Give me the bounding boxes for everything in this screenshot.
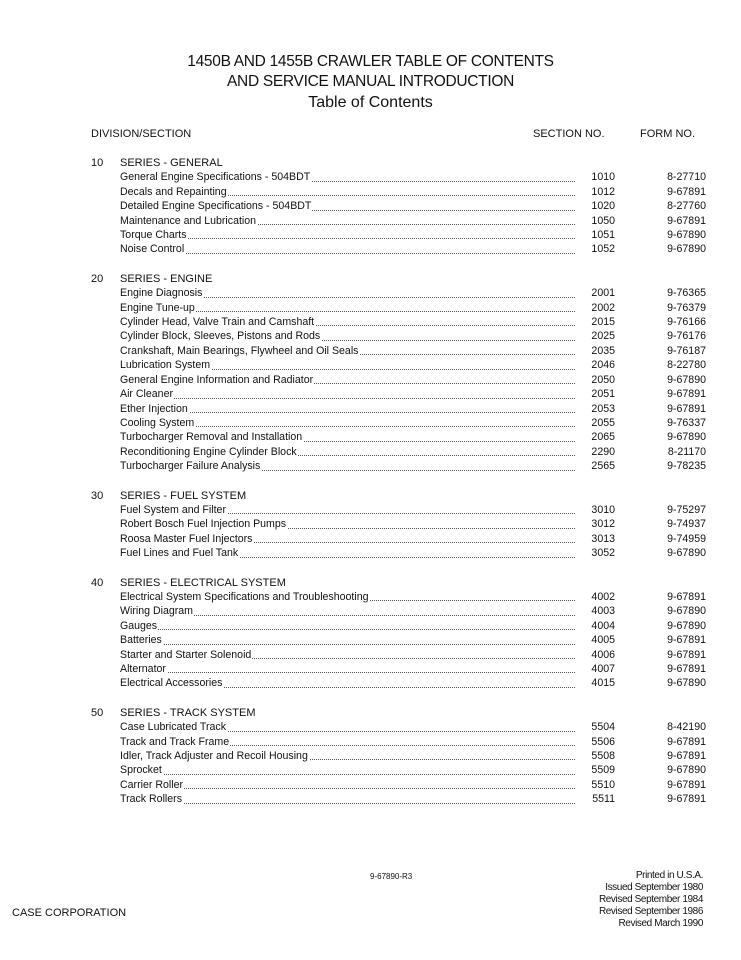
toc-entry	[91, 387, 711, 401]
entry-title-text: Electrical System Specifications and Troubleshooting	[120, 590, 369, 603]
toc-entry	[91, 619, 711, 633]
entry-form-number: 9-67891	[667, 793, 706, 806]
entry-section-number: 4005	[591, 634, 615, 647]
entry-title	[120, 778, 575, 792]
entry-title-text: Decals and Repainting	[120, 185, 227, 198]
division-header	[91, 706, 711, 720]
entry-section-number: 4006	[591, 648, 615, 661]
entry-title	[120, 228, 575, 242]
division-header	[91, 272, 711, 286]
entry-section-number: 1052	[591, 243, 615, 256]
entry-title-text: Crankshaft, Main Bearings, Flywheel and Oil Seals	[120, 344, 359, 357]
entry-section-number: 2025	[591, 330, 615, 343]
entry-title	[120, 590, 575, 604]
entry-section-number: 5510	[591, 778, 615, 791]
entry-title	[120, 459, 575, 473]
entry-title-text: Engine Tune-up	[120, 301, 195, 314]
entry-section-number: 3052	[591, 547, 615, 560]
toc-entry	[91, 633, 711, 647]
entry-title	[120, 358, 575, 372]
entry-title-text: Robert Bosch Fuel Injection Pumps	[120, 518, 287, 531]
toc-entry	[91, 735, 711, 749]
entry-section-number: 4004	[591, 619, 615, 632]
entry-title-text: Cooling System	[120, 416, 195, 429]
entry-title-text: Air Cleaner	[120, 388, 173, 401]
division-header	[91, 489, 711, 503]
toc-entry	[91, 170, 711, 184]
toc-entry	[91, 676, 711, 690]
division-number: 50	[91, 706, 104, 719]
entry-title	[120, 662, 575, 676]
entry-title-text: Maintenance and Lubrication	[120, 214, 257, 227]
column-header-section-no: SECTION NO.	[533, 128, 605, 140]
entry-title-text: Fuel Lines and Fuel Tank	[120, 547, 239, 560]
entry-form-number: 9-75297	[667, 503, 706, 516]
entry-section-number: 5508	[591, 750, 615, 763]
entry-section-number: 5504	[591, 721, 615, 734]
entry-section-number: 3010	[591, 503, 615, 516]
entry-title	[120, 720, 575, 734]
entry-form-number: 8-21170	[667, 445, 706, 458]
entry-form-number: 9-67890	[667, 243, 706, 256]
entry-section-number: 2065	[591, 431, 615, 444]
entry-title	[120, 170, 575, 184]
entry-title	[120, 633, 575, 647]
entry-title	[120, 242, 575, 256]
entry-title	[120, 214, 575, 228]
entry-form-number: 8-27710	[667, 171, 706, 184]
division-section	[91, 156, 711, 257]
entry-title-text: Starter and Starter Solenoid	[120, 648, 252, 661]
division-title: SERIES - FUEL SYSTEM	[120, 489, 247, 502]
footer-issued: Issued September 1980	[605, 882, 703, 893]
entry-title	[120, 416, 575, 430]
entry-form-number: 9-67891	[667, 750, 706, 763]
toc-entry	[91, 214, 711, 228]
dot-leader	[120, 629, 575, 630]
entry-form-number: 9-74937	[667, 518, 706, 531]
footer-printed: Printed in U.S.A.	[635, 870, 703, 881]
toc-entry	[91, 445, 711, 459]
entry-title	[120, 430, 575, 444]
entry-title-text: Turbocharger Removal and Installation	[120, 431, 303, 444]
entry-title	[120, 532, 575, 546]
toc-entry	[91, 358, 711, 372]
entry-title	[120, 546, 575, 560]
entry-title-text: Ether Injection	[120, 402, 188, 415]
toc-entry	[91, 315, 711, 329]
entry-title	[120, 344, 575, 358]
toc-entry	[91, 590, 711, 604]
entry-form-number: 9-67890	[667, 547, 706, 560]
toc-entry	[91, 228, 711, 242]
toc-entry	[91, 416, 711, 430]
entry-title-text: Detailed Engine Specifications - 504BDT	[120, 200, 312, 213]
entry-section-number: 1051	[591, 229, 615, 242]
table-of-contents	[91, 156, 711, 822]
entry-form-number: 9-76337	[667, 416, 706, 429]
entry-section-number: 2046	[591, 359, 615, 372]
division-title: SERIES - ENGINE	[120, 272, 213, 285]
entry-form-number: 9-74959	[667, 532, 706, 545]
dot-leader	[120, 398, 575, 399]
toc-entry	[91, 301, 711, 315]
entry-section-number: 4015	[591, 677, 615, 690]
entry-title	[120, 676, 575, 690]
toc-entry	[91, 604, 711, 618]
toc-entry	[91, 517, 711, 531]
entry-form-number: 9-67890	[667, 619, 706, 632]
entry-section-number: 2001	[591, 287, 615, 300]
entry-form-number: 9-67891	[667, 735, 706, 748]
toc-entry	[91, 373, 711, 387]
entry-form-number: 9-67891	[667, 214, 706, 227]
entry-title-text: Roosa Master Fuel Injectors	[120, 532, 253, 545]
entry-title	[120, 199, 575, 213]
entry-title-text: Torque Charts	[120, 229, 187, 242]
entry-section-number: 4007	[591, 663, 615, 675]
dot-leader	[120, 238, 575, 239]
entry-title-text: General Engine Information and Radiator	[120, 373, 314, 386]
entry-section-number: 2015	[591, 316, 615, 329]
entry-section-number: 2055	[591, 416, 615, 429]
entry-title	[120, 329, 575, 343]
toc-entry	[91, 648, 711, 662]
entry-section-number: 5509	[591, 764, 615, 777]
entry-form-number: 9-67891	[667, 185, 706, 198]
entry-title	[120, 315, 575, 329]
entry-form-number: 9-67890	[667, 677, 706, 690]
division-section	[91, 272, 711, 474]
division-section	[91, 576, 711, 691]
entry-title	[120, 792, 575, 806]
toc-entry	[91, 242, 711, 256]
entry-form-number: 9-67891	[667, 778, 706, 791]
entry-form-number: 9-76365	[667, 287, 706, 300]
footer-company: CASE CORPORATION	[12, 907, 127, 919]
toc-entry	[91, 546, 711, 560]
toc-entry	[91, 532, 711, 546]
toc-entry	[91, 749, 711, 763]
entry-section-number: 5506	[591, 735, 615, 748]
entry-title	[120, 735, 575, 749]
entry-form-number: 9-67890	[667, 229, 706, 242]
toc-entry	[91, 720, 711, 734]
document-title-line-2: AND SERVICE MANUAL INTRODUCTION	[227, 73, 514, 90]
entry-title-text: Carrier Roller	[120, 778, 183, 791]
entry-section-number: 2053	[591, 402, 615, 415]
entry-form-number: 9-67890	[667, 431, 706, 444]
division-number: 10	[91, 157, 104, 169]
entry-title	[120, 763, 575, 777]
division-section	[91, 706, 711, 807]
entry-title-text: General Engine Specifications - 504BDT	[120, 171, 311, 184]
entry-title-text: Reconditioning Engine Cylinder Block	[120, 445, 297, 458]
entry-title-text: Lubrication System	[120, 359, 211, 372]
entry-section-number: 1020	[591, 200, 615, 213]
entry-form-number: 8-22780	[667, 359, 706, 372]
footer-form-code: 9-67890-R3	[370, 872, 413, 881]
entry-section-number: 5511	[592, 793, 615, 806]
entry-title	[120, 604, 575, 618]
entry-title	[120, 185, 575, 199]
entry-form-number: 8-42190	[667, 721, 706, 734]
entry-section-number: 3012	[591, 518, 615, 531]
toc-entry	[91, 344, 711, 358]
entry-form-number: 9-76166	[667, 316, 706, 329]
division-number: 40	[91, 576, 104, 589]
entry-section-number: 1050	[591, 214, 615, 227]
division-title: SERIES - GENERAL	[120, 157, 223, 169]
toc-entry	[91, 199, 711, 213]
footer-revised-2: Revised September 1986	[598, 906, 703, 917]
dot-leader	[120, 803, 575, 804]
entry-title-text: Cylinder Head, Valve Train and Camshaft	[120, 316, 315, 329]
entry-form-number: 9-67891	[667, 388, 706, 401]
entry-title-text: Engine Diagnosis	[120, 287, 203, 300]
entry-form-number: 9-76176	[667, 330, 706, 343]
division-header	[91, 156, 711, 170]
entry-section-number: 4003	[591, 605, 615, 618]
entry-form-number: 9-67891	[667, 663, 706, 675]
entry-section-number: 2051	[591, 388, 615, 401]
entry-title-text: Wiring Diagram	[120, 605, 193, 618]
entry-section-number: 1012	[591, 185, 615, 198]
entry-title	[120, 402, 575, 416]
entry-form-number: 9-67891	[667, 648, 706, 661]
entry-title	[120, 387, 575, 401]
entry-form-number: 9-78235	[667, 460, 706, 473]
entry-section-number: 3013	[591, 532, 615, 545]
toc-entry	[91, 778, 711, 792]
entry-form-number: 9-67890	[667, 605, 706, 618]
entry-title-text: Gauges	[120, 619, 158, 632]
dot-leader	[120, 672, 575, 673]
division-title: SERIES - TRACK SYSTEM	[120, 706, 256, 719]
division-section	[91, 489, 711, 561]
footer-revised-1: Revised September 1984	[598, 894, 703, 905]
entry-title-text: Turbocharger Failure Analysis	[120, 460, 261, 473]
toc-entry	[91, 286, 711, 300]
division-header	[91, 576, 711, 590]
document-header	[0, 52, 741, 114]
entry-title	[120, 517, 575, 531]
entry-title	[120, 503, 575, 517]
entry-title-text: Electrical Accessories	[120, 677, 223, 690]
entry-section-number: 2290	[591, 445, 615, 458]
entry-title	[120, 749, 575, 763]
entry-title-text: Track and Track Frame	[120, 735, 230, 748]
entry-title-text: Track Rollers	[120, 793, 183, 806]
toc-entry	[91, 459, 711, 473]
entry-form-number: 9-76379	[667, 301, 706, 314]
entry-section-number: 2002	[591, 301, 615, 314]
entry-title-text: Idler, Track Adjuster and Recoil Housing	[120, 750, 308, 763]
entry-title-text: Cylinder Block, Sleeves, Pistons and Rods	[120, 330, 321, 343]
document-title-line-1: 1450B AND 1455B CRAWLER TABLE OF CONTENTS	[187, 53, 554, 70]
column-header-form-no: FORM NO.	[640, 128, 695, 140]
entry-form-number: 8-27760	[667, 200, 706, 213]
column-header-division: DIVISION/SECTION	[91, 128, 192, 140]
entry-section-number: 2565	[591, 460, 615, 473]
entry-title-text: Batteries	[120, 634, 162, 647]
entry-title	[120, 619, 575, 633]
entry-title-text: Alternator	[120, 663, 166, 675]
division-number: 30	[91, 489, 104, 502]
entry-section-number: 4002	[591, 590, 615, 603]
dot-leader	[120, 253, 575, 254]
entry-form-number: 9-67890	[667, 373, 706, 386]
entry-title	[120, 648, 575, 662]
entry-title-text: Noise Control	[120, 243, 185, 256]
entry-form-number: 9-67891	[667, 402, 706, 415]
entry-form-number: 9-76187	[667, 344, 706, 357]
toc-entry	[91, 503, 711, 517]
entry-form-number: 9-67891	[667, 590, 706, 603]
entry-title-text: Fuel System and Filter	[120, 503, 226, 516]
dot-leader	[120, 774, 575, 775]
footer-print-history	[599, 870, 703, 930]
entry-form-number: 9-67890	[667, 764, 706, 777]
division-number: 20	[91, 272, 104, 285]
document-subtitle: Table of Contents	[308, 94, 433, 111]
toc-entry	[91, 763, 711, 777]
entry-section-number: 1010	[591, 171, 615, 184]
entry-form-number: 9-67891	[667, 634, 706, 647]
division-title: SERIES - ELECTRICAL SYSTEM	[120, 576, 286, 589]
dot-leader	[120, 644, 575, 645]
entry-title	[120, 373, 575, 387]
entry-title	[120, 301, 575, 315]
dot-leader	[120, 788, 575, 789]
entry-title-text: Sprocket	[120, 764, 162, 777]
toc-entry	[91, 185, 711, 199]
footer-revised-3: Revised March 1990	[618, 918, 703, 929]
toc-entry	[91, 430, 711, 444]
toc-entry	[91, 329, 711, 343]
entry-title	[120, 445, 575, 459]
entry-section-number: 2035	[591, 344, 615, 357]
toc-entry	[91, 662, 711, 676]
entry-title	[120, 286, 575, 300]
toc-entry	[91, 792, 711, 806]
entry-section-number: 2050	[591, 373, 615, 386]
toc-entry	[91, 402, 711, 416]
entry-title-text: Case Lubricated Track	[120, 721, 226, 734]
